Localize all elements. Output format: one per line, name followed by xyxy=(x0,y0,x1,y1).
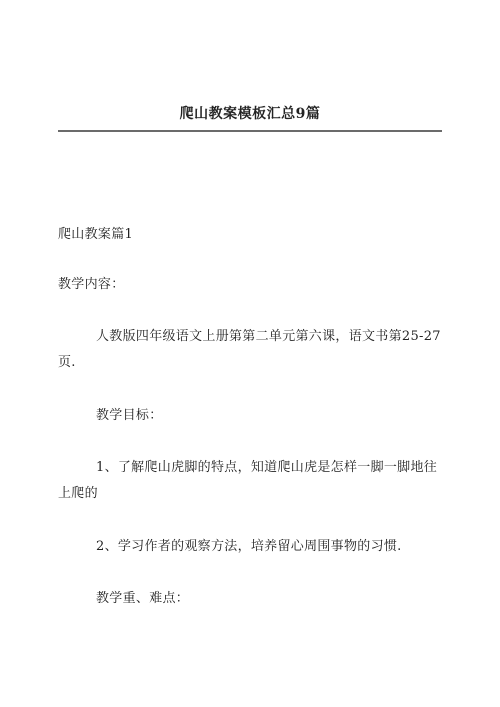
section-heading: 爬山教案篇1 xyxy=(58,227,134,242)
goal-item-2: 2、学习作者的观察方法，培养留心周围事物的习惯. xyxy=(96,539,402,554)
title-divider xyxy=(58,130,442,132)
document-title: 爬山教案模板汇总9篇 xyxy=(179,106,321,122)
teaching-goals-label: 教学目标： xyxy=(96,408,163,423)
key-points-label: 教学重、难点： xyxy=(96,591,190,606)
teaching-content-label: 教学内容： xyxy=(58,277,125,292)
goal-item-1: 1、了解爬山虎脚的特点，知道爬山虎是怎样一脚一脚地往上爬的 xyxy=(58,460,438,501)
teaching-content-text: 人教版四年级语文上册第第二单元第六课，语文书第25-27页. xyxy=(58,329,441,370)
